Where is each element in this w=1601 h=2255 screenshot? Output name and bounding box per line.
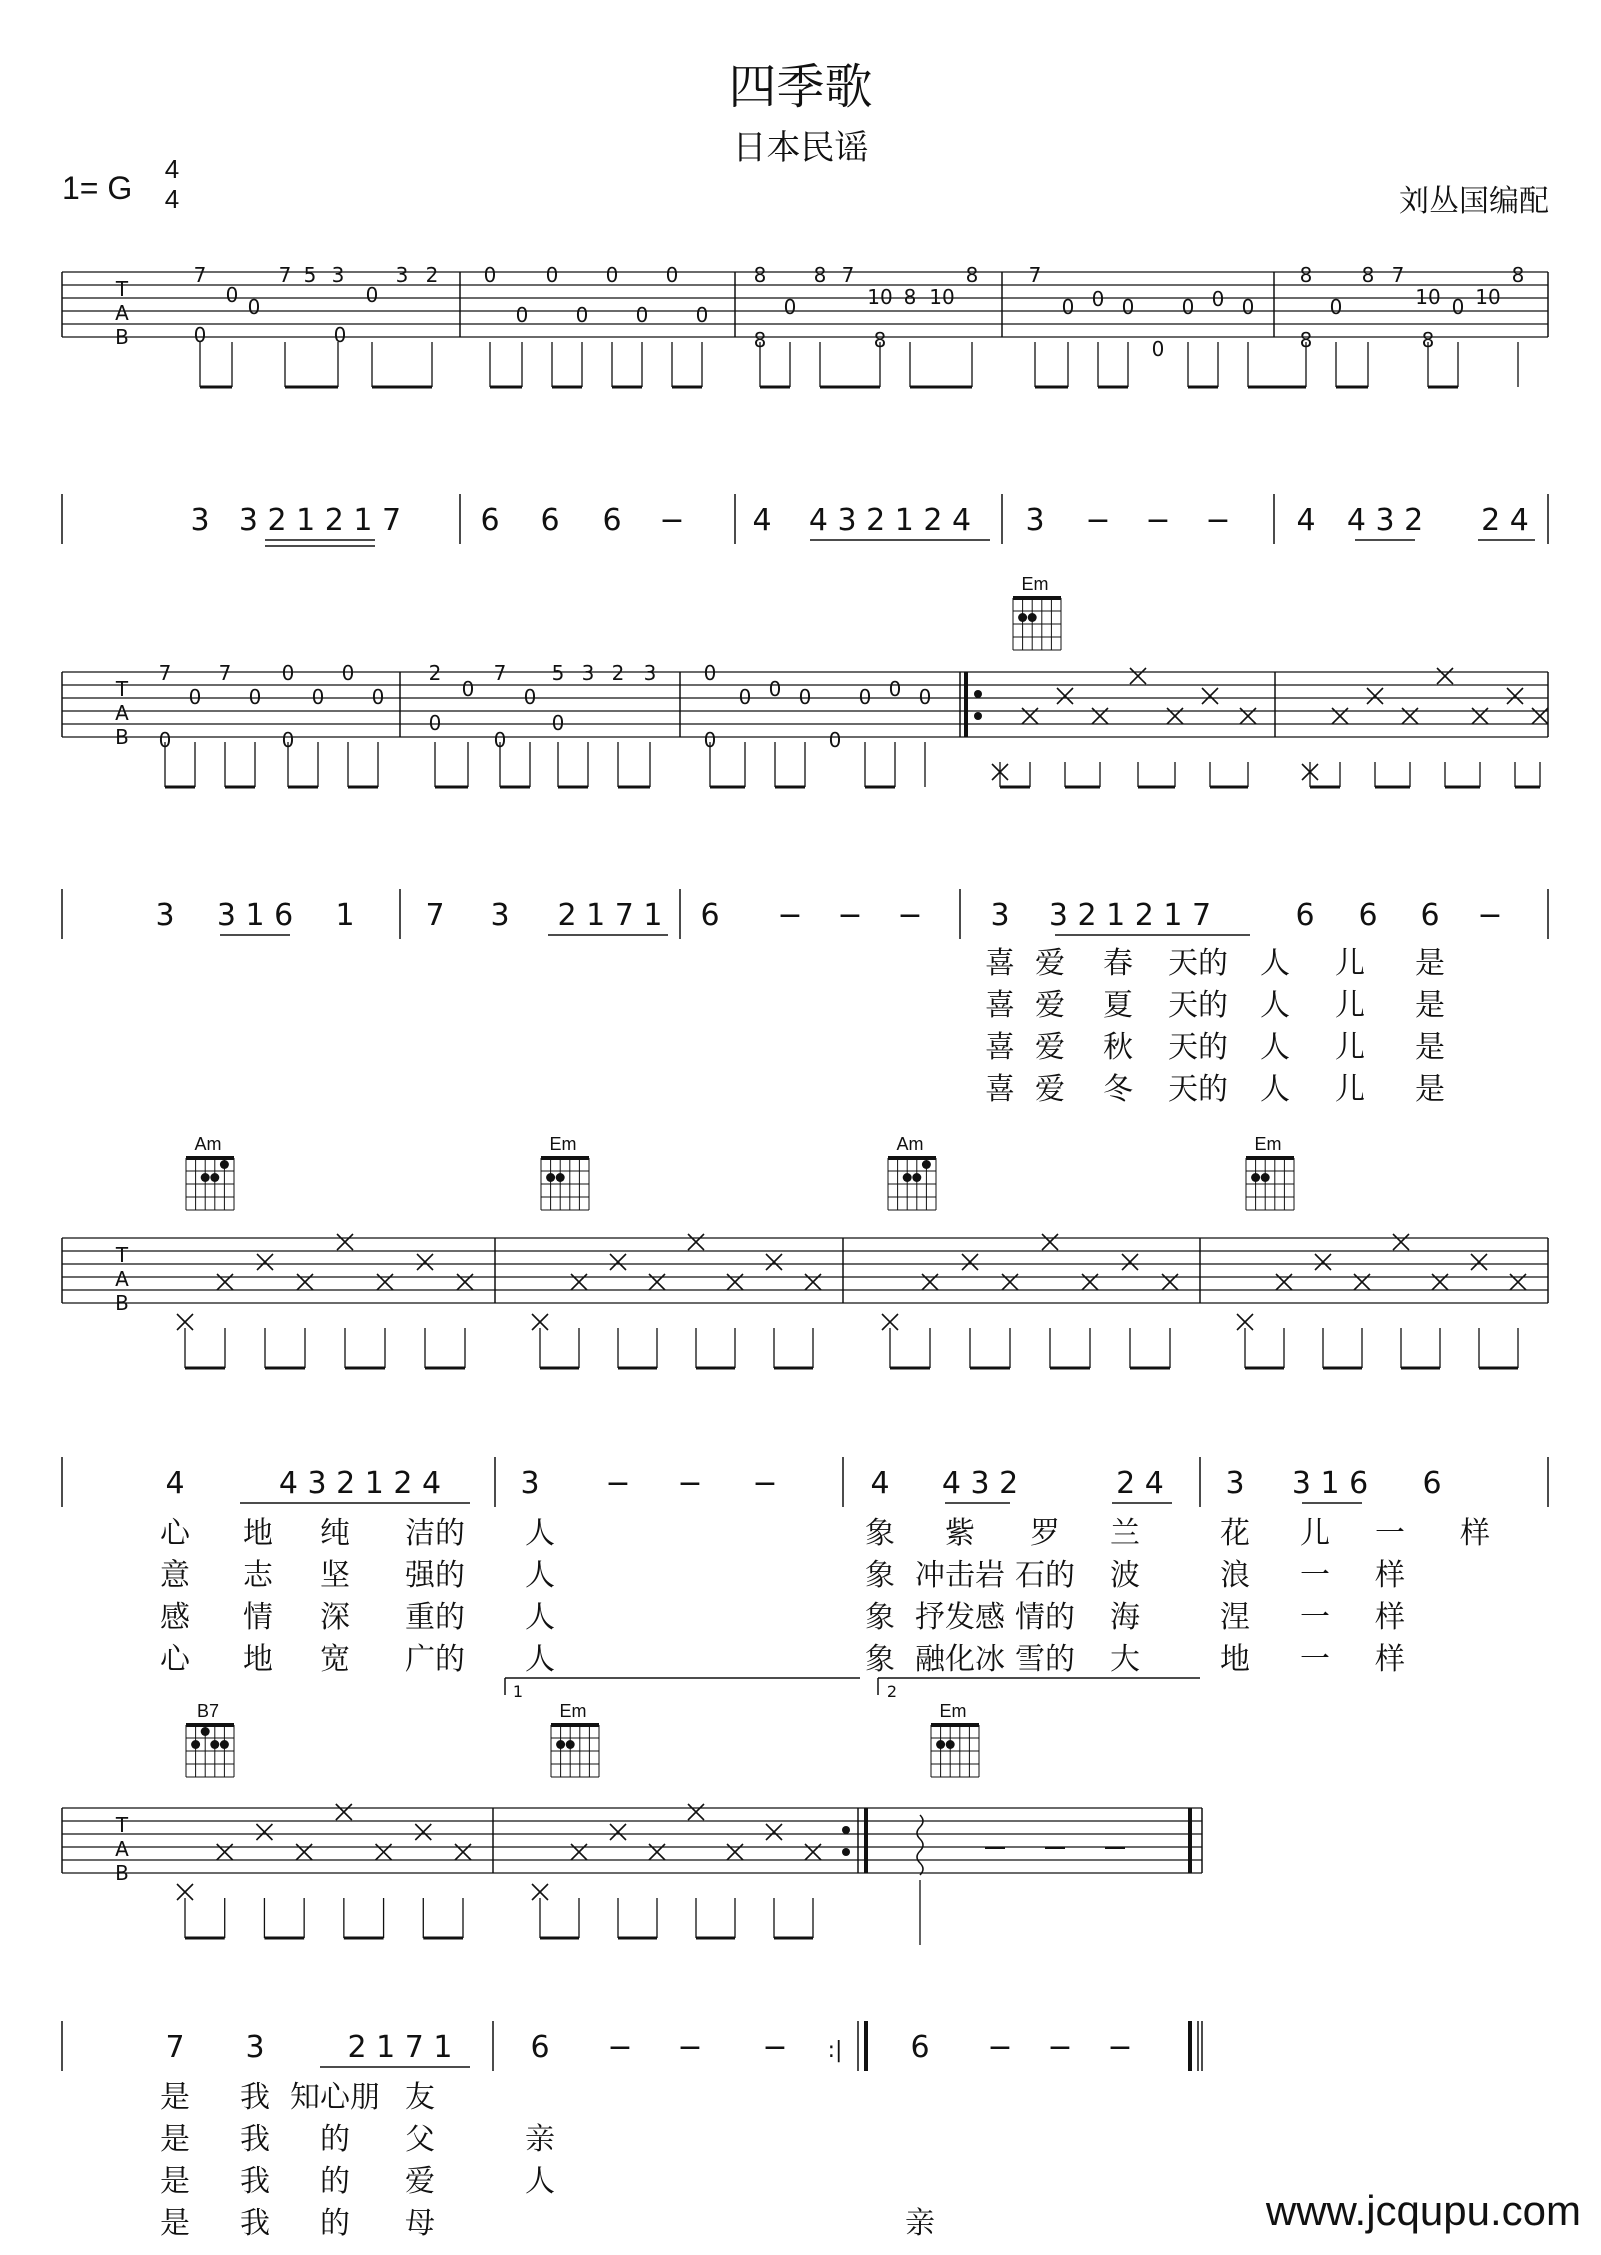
tab-fret: 0 — [1181, 295, 1195, 319]
numbered-note: 3 — [1025, 503, 1045, 538]
tab-fret: 0 — [828, 728, 842, 752]
tab-fret: 8 — [813, 263, 827, 287]
chord-name-em: Em — [1254, 1134, 1282, 1154]
numbered-note: 6 — [910, 2030, 930, 2065]
lyric: 样 — [1375, 1642, 1405, 1677]
tab-fret: 0 — [605, 263, 619, 287]
lyric: 罗 — [1030, 1516, 1060, 1551]
tab-fret: 0 — [311, 685, 325, 709]
dash: − — [987, 2030, 1013, 2065]
tab-fret: 0 — [281, 661, 295, 685]
lyric: 洁的 — [405, 1516, 465, 1551]
numbered-note: 3 — [990, 898, 1010, 933]
chord-dot — [566, 1740, 575, 1749]
numbered-note: 7 — [165, 2030, 185, 2065]
tab-fret: 2 — [425, 263, 439, 287]
watermark: www.jcqupu.com — [1265, 2187, 1581, 2234]
lyric: 人 — [525, 1600, 555, 1635]
tab-fret: 7 — [193, 263, 207, 287]
tab-fret: 8 — [753, 328, 767, 352]
numbered-note: 3 — [190, 503, 210, 538]
tab-fret: 7 — [1028, 263, 1042, 287]
numbered-note-group: 4 3 2 — [941, 1466, 1019, 1501]
lyric: 花 — [1220, 1516, 1250, 1551]
chord-dot — [210, 1740, 219, 1749]
lyric: 样 — [1375, 1558, 1405, 1593]
tab-fret: 0 — [1329, 295, 1343, 319]
numbered-note-group: 2 4 — [1481, 503, 1529, 538]
lyric: 象 — [865, 1642, 895, 1677]
lyric: 的 — [320, 2164, 350, 2199]
lyric: 样 — [1375, 1600, 1405, 1635]
numbered-note: 6 — [1358, 898, 1378, 933]
repeat-sign: :| — [827, 2038, 843, 2063]
numbered-note: 6 — [1295, 898, 1315, 933]
chord-name-am: Am — [194, 1134, 222, 1154]
lyric: 儿 — [1335, 946, 1365, 981]
chord-dot — [946, 1740, 955, 1749]
volta-label-2: 2 — [886, 1682, 898, 1701]
dash: − — [762, 2030, 788, 2065]
lyric: 我 — [240, 2206, 270, 2241]
lyric: 广的 — [405, 1642, 465, 1677]
lyric: 一 — [1300, 1558, 1330, 1593]
lyric: 天的 — [1168, 946, 1228, 981]
lyric: 是 — [160, 2164, 190, 2199]
tab-letter-t: T — [115, 277, 129, 301]
numbered-note: − — [659, 503, 685, 538]
tab-letter-b: B — [115, 725, 129, 749]
tab-letter-t: T — [115, 1243, 129, 1267]
lyric: 母 — [405, 2206, 435, 2241]
numbered-note: − — [1085, 503, 1111, 538]
chord-dot — [1261, 1173, 1270, 1182]
key-signature: 1= G — [62, 170, 133, 206]
repeat-dot — [842, 1848, 850, 1856]
chord-dot — [1251, 1173, 1260, 1182]
numbered-note: 7 — [425, 898, 445, 933]
lyric: 是 — [160, 2122, 190, 2157]
tab-fret: 7 — [158, 661, 172, 685]
lyric: 抒发感 — [915, 1600, 1005, 1635]
lyric: 波 — [1110, 1558, 1140, 1593]
tab-fret: 0 — [493, 728, 507, 752]
lyric: 儿 — [1335, 1030, 1365, 1065]
tab-fret: 8 — [873, 328, 887, 352]
lyric: 一 — [1300, 1642, 1330, 1677]
numbered-note-group: 3 1 6 — [216, 898, 294, 933]
tab-fret: 0 — [575, 303, 589, 327]
arranger-credit: 刘丛国编配 — [1399, 184, 1549, 219]
tab-fret: 0 — [523, 685, 537, 709]
chord-dot — [556, 1740, 565, 1749]
tab-letter-a: A — [115, 701, 129, 725]
tab-letter-a: A — [115, 1267, 129, 1291]
numbered-note-group: 2 1 7 1 — [557, 898, 663, 933]
lyric: 人 — [525, 1558, 555, 1593]
tab-fret: 0 — [545, 263, 559, 287]
lyric: 大 — [1110, 1642, 1140, 1677]
lyric: 紫 — [945, 1516, 975, 1551]
dash: − — [752, 1466, 778, 1501]
tab-fret: 0 — [333, 323, 347, 347]
tab-fret: 8 — [1421, 328, 1435, 352]
numbered-note-group: 2 4 — [1116, 1466, 1164, 1501]
lyric: 是 — [160, 2080, 190, 2115]
tab-fret: 0 — [1451, 295, 1465, 319]
tab-fret: 0 — [188, 685, 202, 709]
tab-fret: 0 — [365, 283, 379, 307]
lyric: 坚 — [320, 1558, 350, 1593]
lyric: 的 — [320, 2206, 350, 2241]
numbered-note: 6 — [700, 898, 720, 933]
lyric: 人 — [1260, 1030, 1290, 1065]
lyric: 喜 — [985, 946, 1015, 981]
tab-fret: 0 — [193, 323, 207, 347]
tab-letter-b: B — [115, 1291, 129, 1315]
tab-fret: 8 — [1511, 263, 1525, 287]
tab-fret: 0 — [1091, 287, 1105, 311]
lyric: 宽 — [320, 1642, 350, 1677]
lyric: 人 — [1260, 1072, 1290, 1107]
lyric: 是 — [1415, 946, 1445, 981]
tab-fret: 0 — [695, 303, 709, 327]
numbered-note: 4 — [752, 503, 772, 538]
tab-fret: 3 — [581, 661, 595, 685]
tab-fret: 7 — [278, 263, 292, 287]
chord-dot — [210, 1173, 219, 1182]
lyric: 秋 — [1103, 1030, 1133, 1065]
lyric: 我 — [240, 2164, 270, 2199]
dash: − — [897, 898, 923, 933]
numbered-note: 6 — [480, 503, 500, 538]
song-title: 四季歌 — [728, 59, 873, 115]
volta-label-1: 1 — [512, 1682, 524, 1701]
chord-dot — [922, 1160, 931, 1169]
chord-dot — [903, 1173, 912, 1182]
lyric: 象 — [865, 1516, 895, 1551]
numbered-note: 6 — [530, 2030, 550, 2065]
numbered-note: − — [1477, 898, 1503, 933]
tab-fret: 10 — [1475, 285, 1501, 309]
tab-fret: 0 — [1121, 295, 1135, 319]
lyric: 融化冰 — [915, 1642, 1005, 1677]
repeat-dot — [974, 690, 982, 698]
tab-fret: 0 — [1211, 287, 1225, 311]
lyric: 知心朋 — [290, 2080, 380, 2115]
numbered-note: 6 — [540, 503, 560, 538]
numbered-note: 6 — [602, 503, 622, 538]
chord-name-em: Em — [939, 1701, 967, 1721]
tab-fret: 8 — [753, 263, 767, 287]
numbered-note-group: 2 1 7 1 — [347, 2030, 453, 2065]
numbered-note: 4 — [1296, 503, 1316, 538]
chord-name-em: Em — [549, 1134, 577, 1154]
lyric: 心 — [160, 1516, 190, 1551]
tab-fret: 0 — [768, 677, 782, 701]
numbered-note: 3 — [520, 1466, 540, 1501]
numbered-note: 3 — [155, 898, 175, 933]
lyric: 石的 — [1015, 1558, 1075, 1593]
tab-fret: 3 — [395, 263, 409, 287]
lyric: 情的 — [1015, 1600, 1075, 1635]
song-subtitle: 日本民谣 — [732, 128, 869, 168]
lyric: 兰 — [1110, 1516, 1140, 1551]
lyric: 爱 — [1035, 1072, 1065, 1107]
tab-fret: 0 — [783, 295, 797, 319]
chord-dot — [191, 1740, 200, 1749]
tab-fret: 0 — [703, 661, 717, 685]
lyric: 人 — [1260, 946, 1290, 981]
chord-name-em: Em — [1021, 574, 1049, 594]
tab-fret: 8 — [1299, 328, 1313, 352]
tab-letter-b: B — [115, 1861, 129, 1885]
chord-dot — [201, 1173, 210, 1182]
lyric: 儿 — [1335, 988, 1365, 1023]
lyric: 是 — [1415, 1030, 1445, 1065]
tab-fret: 5 — [551, 661, 565, 685]
lyric: 人 — [1260, 988, 1290, 1023]
lyric: 春 — [1103, 946, 1133, 981]
lyric: 一 — [1300, 1600, 1330, 1635]
tab-fret: 0 — [888, 677, 902, 701]
tab-letter-t: T — [115, 1813, 129, 1837]
lyric: 亲 — [525, 2122, 555, 2157]
numbered-note-group: 3 2 1 2 1 7 — [1048, 898, 1212, 933]
lyric: 爱 — [1035, 946, 1065, 981]
lyric: 是 — [160, 2206, 190, 2241]
tab-fret: 2 — [611, 661, 625, 685]
chord-dot — [936, 1740, 945, 1749]
lyric: 友 — [405, 2080, 435, 2115]
numbered-note-group: 3 1 6 — [1291, 1466, 1369, 1501]
lyric: 儿 — [1335, 1072, 1365, 1107]
tab-letter-a: A — [115, 301, 129, 325]
tab-fret: 3 — [643, 661, 657, 685]
numbered-note: 6 — [1422, 1466, 1442, 1501]
lyric: 儿 — [1300, 1516, 1330, 1551]
lyric: 情 — [243, 1600, 273, 1635]
tab-fret: 0 — [703, 728, 717, 752]
chord-dot — [1018, 613, 1027, 622]
lyric: 是 — [1415, 988, 1445, 1023]
chord-dot — [1028, 613, 1037, 622]
chord-dot — [201, 1727, 210, 1736]
tab-fret: 8 — [1361, 263, 1375, 287]
tab-fret: 0 — [918, 685, 932, 709]
lyric: 是 — [1415, 1072, 1445, 1107]
dash: − — [1107, 2030, 1133, 2065]
tab-fret: 10 — [929, 285, 955, 309]
lyric: 重的 — [405, 1600, 465, 1635]
dash: − — [677, 2030, 703, 2065]
lyric: 海 — [1110, 1600, 1140, 1635]
lyric: 强的 — [405, 1558, 465, 1593]
lyric: 人 — [525, 1642, 555, 1677]
lyric: 人 — [525, 1516, 555, 1551]
tab-fret: 8 — [965, 263, 979, 287]
numbered-note: 4 — [870, 1466, 890, 1501]
lyric: 雪的 — [1015, 1642, 1075, 1677]
tab-fret: 7 — [218, 661, 232, 685]
lyric: 象 — [865, 1600, 895, 1635]
lyric: 一 — [1375, 1516, 1405, 1551]
dash: − — [677, 1466, 703, 1501]
tab-fret: 7 — [841, 263, 855, 287]
dash: − — [837, 898, 863, 933]
lyric: 纯 — [320, 1516, 350, 1551]
tab-fret: 0 — [247, 295, 261, 319]
lyric: 父 — [405, 2122, 435, 2157]
lyric: 我 — [240, 2122, 270, 2157]
lyric: 志 — [243, 1558, 273, 1593]
numbered-note-group: 4 3 2 — [1346, 503, 1424, 538]
lyric: 天的 — [1168, 988, 1228, 1023]
repeat-dot — [842, 1826, 850, 1834]
tab-fret: 0 — [635, 303, 649, 327]
tab-fret: 10 — [1415, 285, 1441, 309]
arpeggio-icon — [917, 1815, 923, 1875]
tab-fret: 7 — [493, 661, 507, 685]
time-sig-bottom: 4 — [164, 184, 180, 214]
chord-dot — [912, 1173, 921, 1182]
tab-fret: 2 — [428, 661, 442, 685]
lyric: 我 — [240, 2080, 270, 2115]
tab-fret: 0 — [1061, 295, 1075, 319]
chord-dot — [220, 1160, 229, 1169]
chord-dot — [546, 1173, 555, 1182]
lyric: 象 — [865, 1558, 895, 1593]
lyric: 冬 — [1103, 1072, 1133, 1107]
tab-fret: 0 — [858, 685, 872, 709]
chord-dot — [220, 1740, 229, 1749]
tab-fret: 0 — [551, 711, 565, 735]
lyric: 涅 — [1220, 1600, 1250, 1635]
lyric: 地 — [1220, 1642, 1250, 1677]
repeat-dot — [974, 712, 982, 720]
lyric: 深 — [320, 1600, 350, 1635]
tab-fret: 8 — [1299, 263, 1313, 287]
time-sig-top: 4 — [164, 154, 180, 184]
dash: − — [605, 1466, 631, 1501]
tab-fret: 0 — [158, 728, 172, 752]
lyric: 爱 — [405, 2164, 435, 2199]
lyric: 心 — [160, 1642, 190, 1677]
tab-letter-a: A — [115, 1837, 129, 1861]
numbered-note: − — [1205, 503, 1231, 538]
tab-letter-t: T — [115, 677, 129, 701]
numbered-note-group: 4 3 2 1 2 4 — [808, 503, 972, 538]
tab-fret: 0 — [483, 263, 497, 287]
tab-fret: 0 — [738, 685, 752, 709]
chord-name-am: Am — [896, 1134, 924, 1154]
numbered-note: 6 — [1420, 898, 1440, 933]
dash: − — [777, 898, 803, 933]
tab-fret: 0 — [1151, 337, 1165, 361]
tab-fret: 0 — [798, 685, 812, 709]
chord-name-em: Em — [559, 1701, 587, 1721]
tab-fret: 0 — [428, 711, 442, 735]
lyric: 的 — [320, 2122, 350, 2157]
lyric: 爱 — [1035, 1030, 1065, 1065]
tab-fret: 0 — [341, 661, 355, 685]
numbered-note: − — [1145, 503, 1171, 538]
lyric: 感 — [160, 1600, 190, 1635]
lyric: 天的 — [1168, 1072, 1228, 1107]
lyric: 冲击岩 — [915, 1558, 1005, 1593]
numbered-note: 3 — [490, 898, 510, 933]
numbered-note-group: 4 3 2 1 2 4 — [278, 1466, 442, 1501]
tab-fret: 0 — [371, 685, 385, 709]
tab-fret: 0 — [281, 728, 295, 752]
chord-dot — [556, 1173, 565, 1182]
lyric: 喜 — [985, 1072, 1015, 1107]
tab-fret: 0 — [225, 283, 239, 307]
tab-fret: 0 — [1241, 295, 1255, 319]
lyric: 喜 — [985, 988, 1015, 1023]
numbered-note-group: 3 2 1 2 1 7 — [238, 503, 402, 538]
lyric: 人 — [525, 2164, 555, 2199]
tab-fret: 10 — [867, 285, 893, 309]
lyric: 爱 — [1035, 988, 1065, 1023]
tab-fret: 0 — [248, 685, 262, 709]
lyric: 地 — [243, 1642, 273, 1677]
tab-fret: 3 — [331, 263, 345, 287]
lyric: 意 — [160, 1558, 190, 1593]
tab-fret: 8 — [903, 285, 917, 309]
lyric: 亲 — [905, 2206, 935, 2241]
lyric: 天的 — [1168, 1030, 1228, 1065]
tab-fret: 0 — [515, 303, 529, 327]
dash: − — [607, 2030, 633, 2065]
numbered-note: 3 — [1225, 1466, 1245, 1501]
lyric: 夏 — [1103, 988, 1133, 1023]
lyric: 浪 — [1220, 1558, 1250, 1593]
tab-letter-b: B — [115, 325, 129, 349]
chord-name-b7: B7 — [196, 1701, 220, 1721]
lyric: 地 — [243, 1516, 273, 1551]
lyric: 喜 — [985, 1030, 1015, 1065]
dash: − — [1047, 2030, 1073, 2065]
tab-fret: 0 — [665, 263, 679, 287]
lyric: 样 — [1460, 1516, 1490, 1551]
tab-fret: 0 — [461, 677, 475, 701]
tab-fret: 7 — [1391, 263, 1405, 287]
tab-fret: 5 — [303, 263, 317, 287]
numbered-note: 3 — [245, 2030, 265, 2065]
numbered-note: 1 — [335, 898, 355, 933]
numbered-note: 4 — [165, 1466, 185, 1501]
